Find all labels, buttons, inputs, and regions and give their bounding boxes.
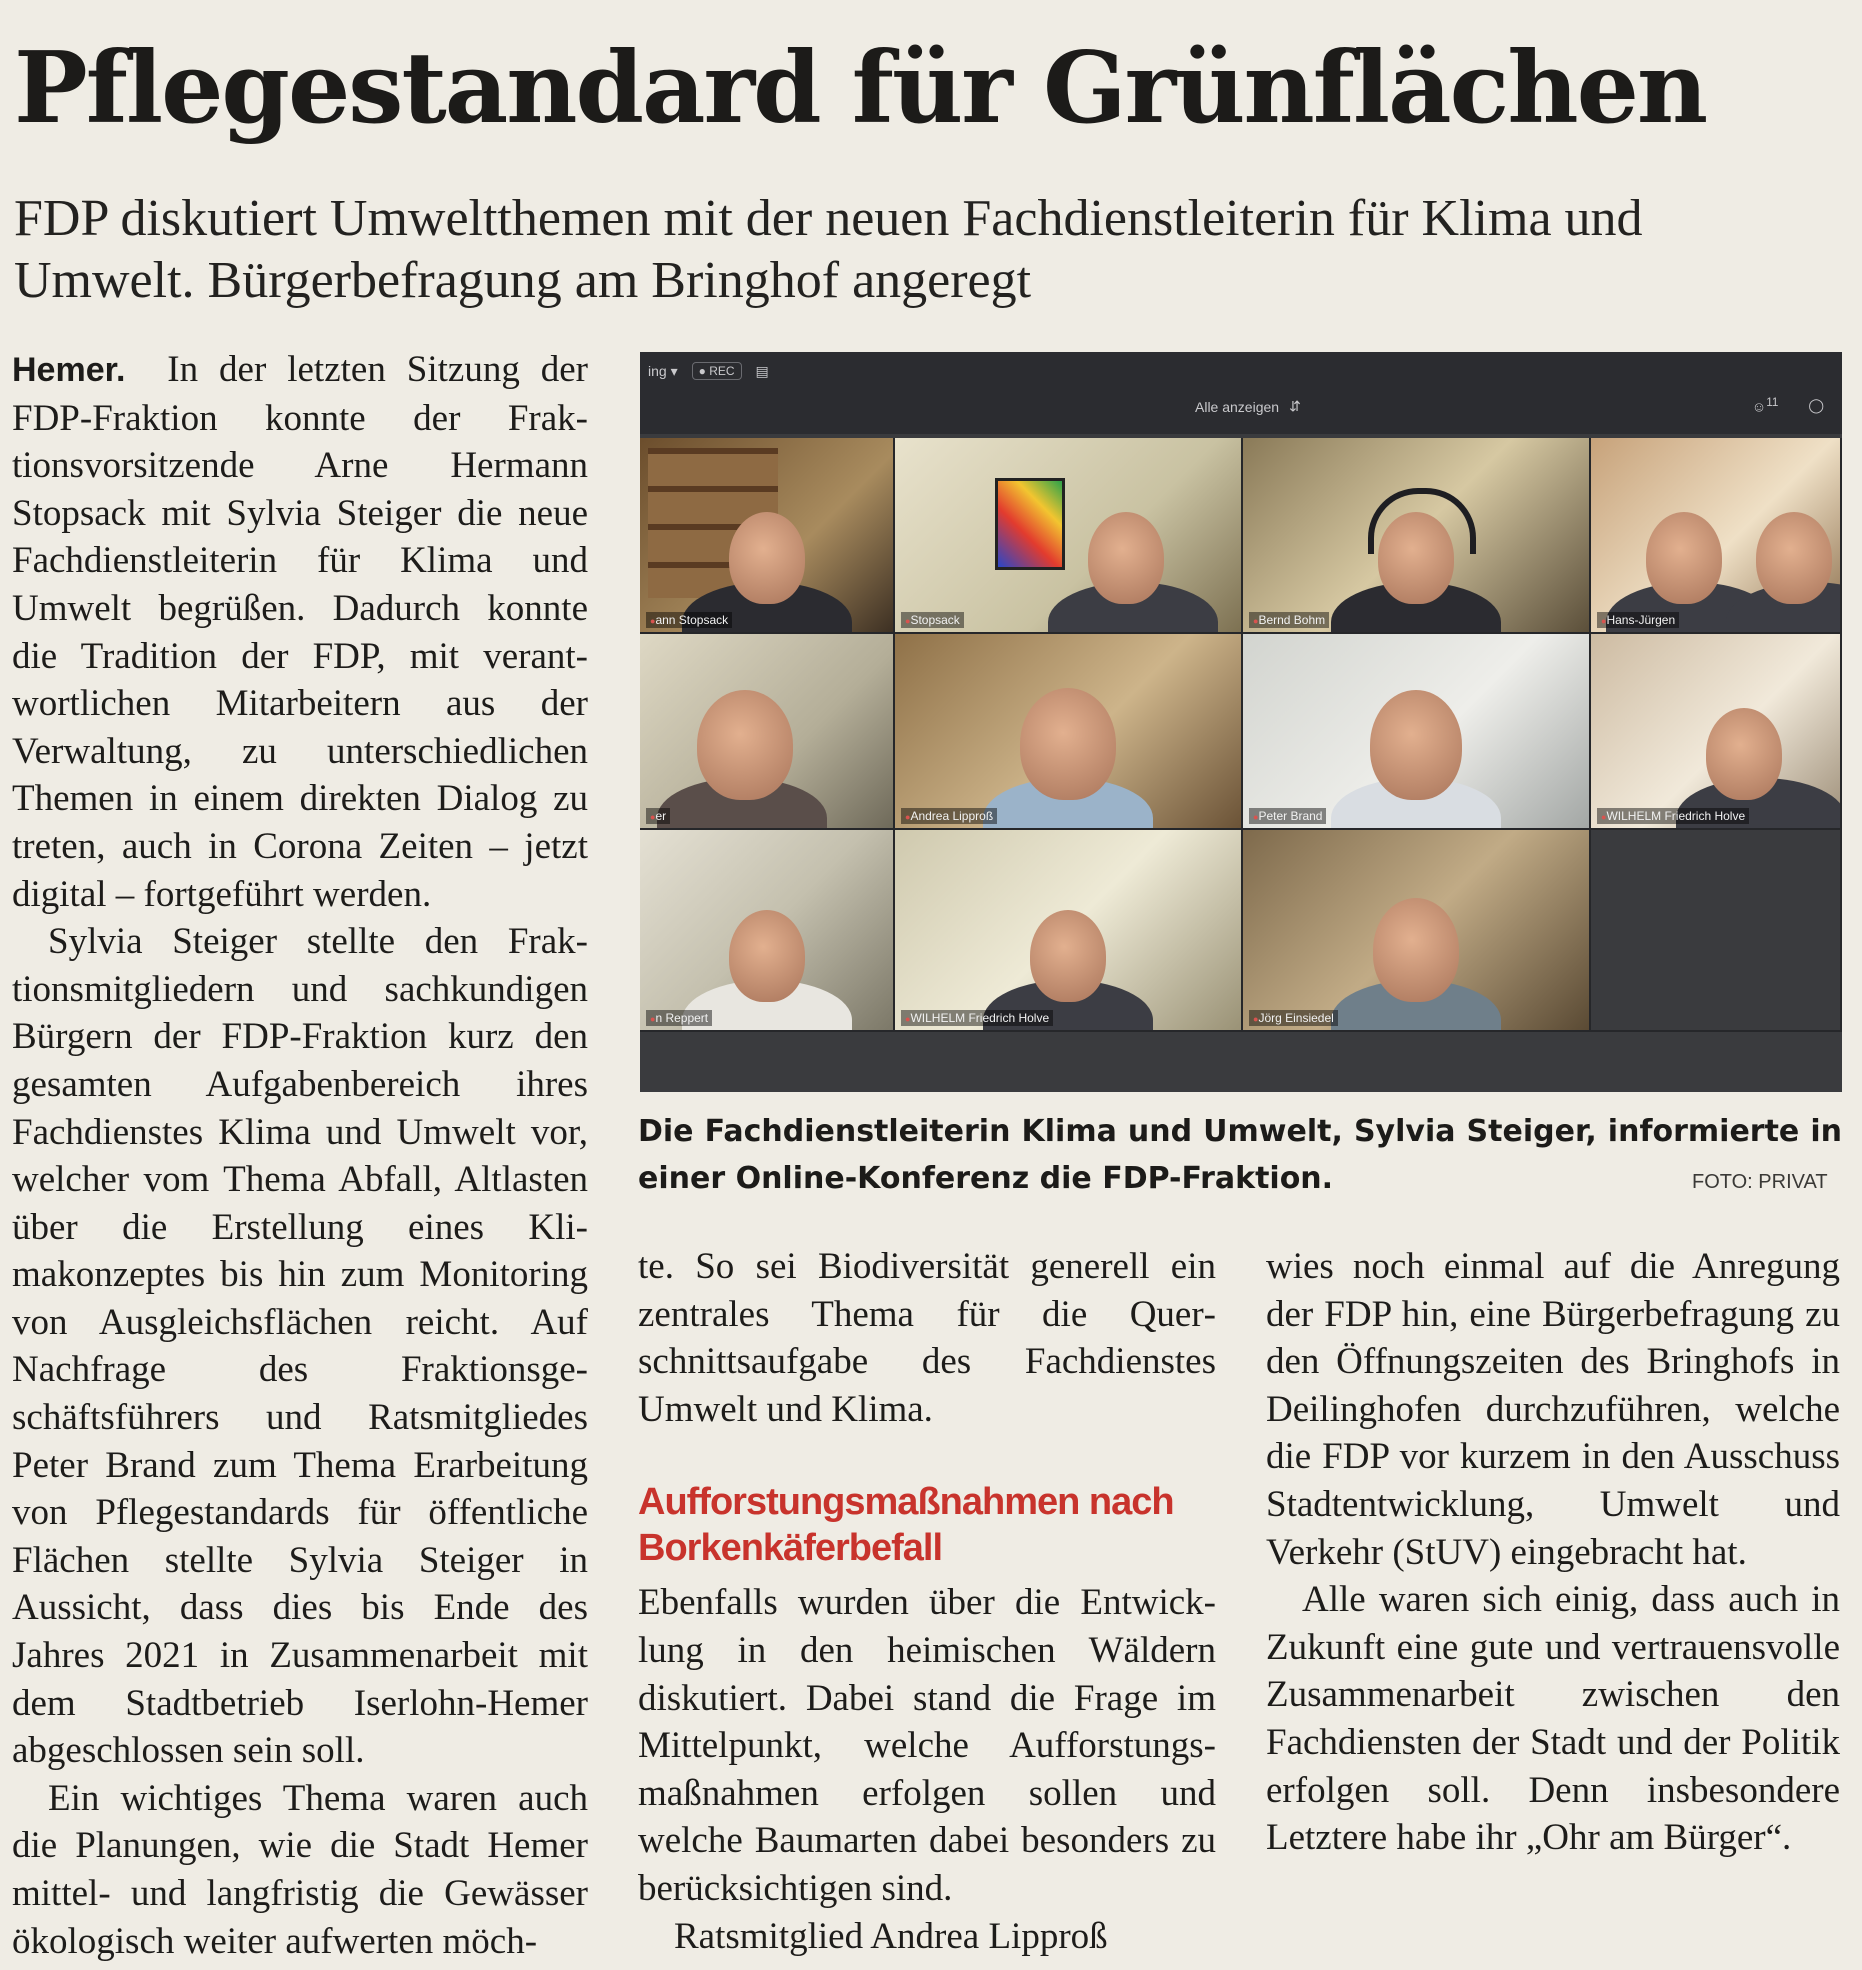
photo-caption: Die Fachdienstleiterin Klima und Umwelt, Sylvia Steiger, informierte in einer Online-Konferenz die FDP-Fraktion. — [638, 1114, 1842, 1196]
participant-tile — [895, 634, 1243, 830]
participant-name: ● Jörg Einsiedel — [1249, 1010, 1338, 1026]
participant-name: ● Hans-Jürgen — [1597, 612, 1679, 628]
photo-credit: FOTO: PRIVAT — [1684, 1171, 1828, 1194]
paragraph: Ratsmitglied Andrea Lipproß — [674, 1915, 1108, 1957]
dateline: Hemer. — [12, 351, 126, 389]
participant-name: ● n Reppert — [646, 1010, 712, 1026]
article-column-3 — [1266, 1243, 1840, 1862]
record-indicator: ● REC — [692, 362, 742, 380]
participant-name: ● er — [646, 808, 670, 824]
participant-name: ● ann Stopsack — [646, 612, 732, 628]
participant-tile — [640, 438, 895, 634]
show-all-label: Alle anzeigen — [1195, 398, 1280, 415]
participant-grid — [640, 438, 1842, 1032]
participant-tile — [1243, 830, 1591, 1032]
article-column-1 — [12, 346, 588, 1965]
video-conference-photo — [640, 352, 1842, 1092]
headphones — [1368, 488, 1476, 554]
participant-name: ● Bernd Bohm — [1249, 612, 1329, 628]
clipboard-icon: ▤ — [755, 362, 769, 379]
chevron-updown-icon: ⇵ — [1289, 398, 1301, 414]
participant-tile — [1591, 634, 1842, 830]
participant-name: ● WILHELM Friedrich Holve — [901, 1010, 1053, 1026]
meeting-menu: ing ▾ — [648, 362, 678, 379]
conference-toolbar — [640, 352, 1842, 434]
participant-name: ● Peter Brand — [1249, 808, 1326, 824]
paragraph: Alle waren sich einig, dass auch in Zukunft eine gute und vertrauensvolle Zusammenarbeit zwischen den Fachdiensten der Stadt und der Politik erfolgen soll. Denn insbesondere Letztere habe ihr „Ohr am Bürger“. — [1266, 1579, 1840, 1859]
empty-tile — [1591, 830, 1842, 1032]
paragraph: Ebenfalls wurden über die Entwicklung in den heimischen Wäldern diskutiert. Dabei stand die Frage im Mittelpunkt, welche Aufforstungsmaßnahmen erfolgen sollen und welche Baumarten dabei besonders zu berücksichtigen sind. — [638, 1582, 1216, 1909]
paragraph: wies noch einmal auf die Anregung der FDP hin, eine Bürgerbefragung zu den Öffnungszeiten des Bringhofs in Deilinghofen durchzuführen, welche die FDP vor kurzem in den Ausschuss Stadtentwicklung, Umwelt und Verkehr (StUV) eingebracht hat. — [1266, 1246, 1840, 1573]
participant-name: ● Stopsack — [901, 612, 964, 628]
section-subhead: Aufforstungsmaßnahmen nach Borkenkäferbefall — [638, 1481, 1174, 1570]
participant-tile — [895, 830, 1243, 1032]
painting — [995, 478, 1065, 570]
participants-count: 11 — [1766, 396, 1779, 409]
participant-tile — [1243, 438, 1591, 634]
article-subheadline: FDP diskutiert Umweltthemen mit der neuen Fachdienstleiterin für Klima und Umwelt. Bürgerbefragung am Bringhof angeregt — [14, 190, 1643, 309]
article-headline: Pflegestandard für Grünflächen — [14, 31, 1707, 146]
participant-name: ● WILHELM Friedrich Holve — [1597, 808, 1749, 824]
paragraph: In der letzten Sitzung der FDP-Fraktion konnte der Fraktionsvorsitzende Arne Hermann Stopsack mit Sylvia Steiger die neue Fachdienstleiterin für Klima und Umwelt begrüßen. Dadurch konnte die Tradition der FDP, mit verantwortlichen Mitarbeitern aus der Verwaltung, zu unterschiedlichen Themen in einem direkten Dialog zu treten, auch in Corona Zeiten – jetzt digital – fortgeführt werden. — [12, 349, 588, 915]
participant-name: ● Andrea Lipproß — [901, 808, 997, 824]
participant-tile — [895, 438, 1243, 634]
participant-tile — [640, 634, 895, 830]
participant-tile — [1591, 438, 1842, 634]
paragraph: Ein wichtiges Thema waren auch die Planungen, wie die Stadt Hemer mittel- und langfristig die Gewässer ökologisch weiter aufwerten möch- — [12, 1777, 588, 1962]
paragraph: Sylvia Steiger stellte den Fraktionsmitgliedern und sachkundigen Bürgern der FDP-Fraktion kurz den gesamten Aufgabenbereich ihres Fachdienstes Klima und Umwelt vor, welcher vom Thema Abfall, Altlasten über die Erstellung eines Klimakonzeptes bis hin zum Monitoring von Ausgleichsflächen reicht. Auf Nachfrage des Fraktionsgeschäftsführers und Ratsmitgliedes Peter Brand zum Thema Erarbeitung von Pflegestandards für öffentliche Flächen stellte Sylvia Steiger in Aussicht, dass dies bis Ende des Jahres 2021 in Zusammenarbeit mit dem Stadtbetrieb Iserlohn-Hemer abgeschlossen sein soll. — [12, 921, 588, 1772]
chat-icon: ◯ — [1808, 396, 1824, 413]
participants-icon: ☺$^{11}$ — [1751, 396, 1779, 415]
participant-tile — [640, 830, 895, 1032]
paragraph: te. So sei Biodiversität generell ein zentrales Thema für die Querschnittsaufgabe des Fachdienstes Umwelt und Klima. — [638, 1246, 1216, 1430]
participant-tile — [1243, 634, 1591, 830]
article-column-2 — [638, 1243, 1216, 1960]
